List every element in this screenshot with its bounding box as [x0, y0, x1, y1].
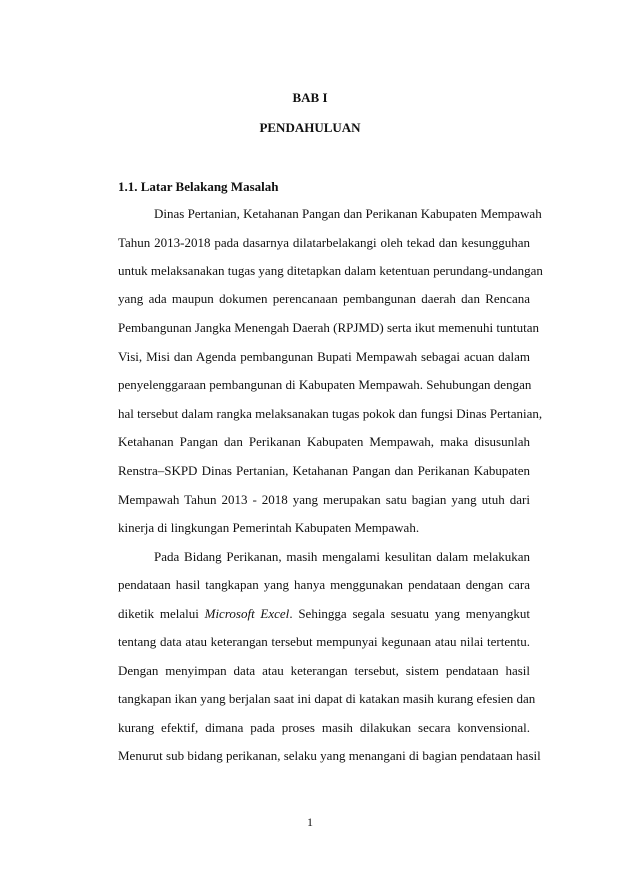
- paragraph2-text: diketik melalui: [118, 606, 205, 621]
- paragraph1-line: Ketahanan Pangan dan Perikanan Kabupaten Mempawah, maka disusunlah: [118, 434, 530, 449]
- paragraph2-line: Dengan menyimpan data atau keterangan tersebut, sistem pendataan hasil: [118, 663, 530, 678]
- paragraph2-line: Menurut sub bidang perikanan, selaku yang menangani di bagian pendataan hasil: [118, 748, 541, 763]
- paragraph1-line: Dinas Pertanian, Ketahanan Pangan dan Perikanan Kabupaten Mempawah: [154, 206, 542, 221]
- paragraph1-line: Visi, Misi dan Agenda pembangunan Bupati Mempawah sebagai acuan dalam: [118, 349, 530, 364]
- paragraph2-line: pendataan hasil tangkapan yang hanya menggunakan pendataan dengan cara: [118, 577, 530, 592]
- paragraph2-text: . Sehingga segala sesuatu yang menyangkut: [289, 606, 531, 621]
- paragraph2-line-with-italic: [118, 606, 530, 622]
- paragraph2-line: tentang data atau keterangan tersebut mempunyai kegunaan atau nilai tertentu.: [118, 634, 530, 649]
- paragraph2-line: Pada Bidang Perikanan, masih mengalami kesulitan dalam melakukan: [154, 549, 530, 564]
- paragraph1-line: kinerja di lingkungan Pemerintah Kabupaten Mempawah.: [118, 520, 420, 535]
- paragraph1-line: yang ada maupun dokumen perencanaan pembangunan daerah dan Rencana: [118, 291, 530, 306]
- page-number: 1: [307, 815, 313, 829]
- paragraph2-line: tangkapan ikan yang berjalan saat ini dapat di katakan masih kurang efesien dan: [118, 691, 536, 706]
- chapter-number: BAB I: [292, 90, 328, 105]
- paragraph1-line: Tahun 2013-2018 pada dasarnya dilatarbelakangi oleh tekad dan kesungguhan: [118, 235, 530, 250]
- section-heading: 1.1. Latar Belakang Masalah: [118, 179, 279, 194]
- software-name: Microsoft Excel: [204, 606, 290, 621]
- paragraph1-line: untuk melaksanakan tugas yang ditetapkan dalam ketentuan perundang-undangan: [118, 263, 543, 278]
- paragraph1-line: hal tersebut dalam rangka melaksanakan tugas pokok dan fungsi Dinas Pertanian,: [118, 406, 543, 421]
- paragraph2-line: kurang efektif, dimana pada proses masih dilakukan secara konvensional.: [118, 720, 530, 735]
- paragraph1-line: penyelenggaraan pembangunan di Kabupaten Mempawah. Sehubungan dengan: [118, 377, 532, 392]
- paragraph1-line: Renstra–SKPD Dinas Pertanian, Ketahanan Pangan dan Perikanan Kabupaten: [118, 463, 530, 478]
- paragraph1-line: Mempawah Tahun 2013 - 2018 yang merupakan satu bagian yang utuh dari: [118, 492, 530, 507]
- chapter-title: PENDAHULUAN: [259, 120, 361, 135]
- paragraph1-line: Pembangunan Jangka Menengah Daerah (RPJMD) serta ikut memenuhi tuntutan: [118, 320, 539, 335]
